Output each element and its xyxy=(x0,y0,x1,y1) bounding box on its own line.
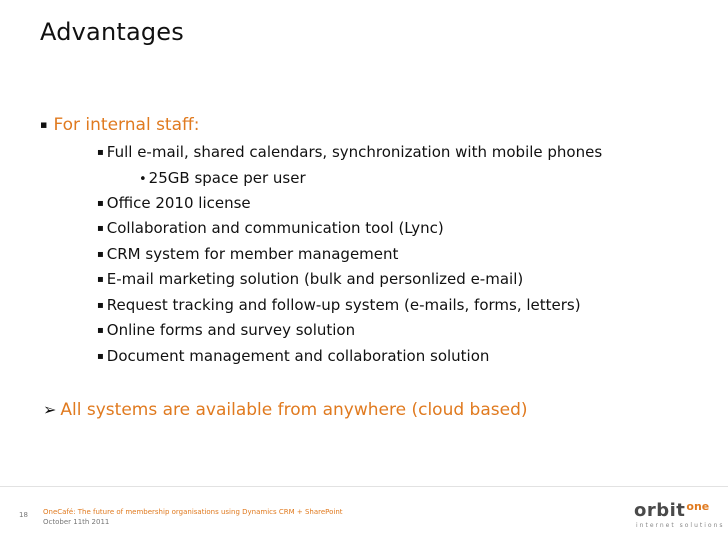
logo-accent-text: one xyxy=(686,500,710,513)
logo-tagline: internet solutions xyxy=(636,522,725,529)
square-bullet-icon: ▪ xyxy=(40,118,48,131)
list-item: ▪ CRM system for member management xyxy=(97,244,399,263)
footer-divider xyxy=(0,486,728,487)
slide-title: Advantages xyxy=(40,18,184,46)
arrow-bullet-icon: ➢ xyxy=(43,400,57,419)
logo-main-text: orbit xyxy=(634,500,686,521)
square-bullet-icon: ▪ xyxy=(97,325,104,336)
list-item: ▪ Office 2010 license xyxy=(97,193,251,212)
square-bullet-icon: ▪ xyxy=(97,197,104,209)
slide-number: 18 xyxy=(19,511,28,519)
footer-title: OneCafé: The future of membership organisations using Dynamics CRM + SharePoint xyxy=(43,508,343,516)
list-item: ▪ Request tracking and follow-up system (e-mails, forms, letters) xyxy=(97,295,581,314)
section-heading xyxy=(40,115,199,135)
square-bullet-icon: ▪ xyxy=(97,223,104,234)
advantages-list xyxy=(97,143,602,372)
list-item: ▪ E-mail marketing solution (bulk and personlized e-mail) xyxy=(97,270,524,288)
round-bullet-icon: • xyxy=(139,171,147,187)
square-bullet-icon: ▪ xyxy=(97,350,104,362)
square-bullet-icon: ▪ xyxy=(97,299,104,311)
section-label: For internal staff: xyxy=(53,115,200,135)
list-item: ▪ Document management and collaboration solution xyxy=(97,346,490,365)
square-bullet-icon: ▪ xyxy=(97,147,104,158)
list-item: ▪ Online forms and survey solution xyxy=(97,321,356,339)
highlight-text: All systems are available from anywhere (cloud based) xyxy=(60,400,528,420)
square-bullet-icon: ▪ xyxy=(97,248,104,260)
footer-date: October 11th 2011 xyxy=(43,518,110,526)
orbit-one-logo xyxy=(634,500,725,532)
highlight-statement xyxy=(43,400,528,420)
square-bullet-icon: ▪ xyxy=(97,274,104,285)
list-item-sub: • 25GB space per user xyxy=(139,168,306,187)
list-item: ▪ Full e-mail, shared calendars, synchronization with mobile phones xyxy=(97,143,603,161)
list-item: ▪ Collaboration and communication tool (Lync) xyxy=(97,219,444,237)
